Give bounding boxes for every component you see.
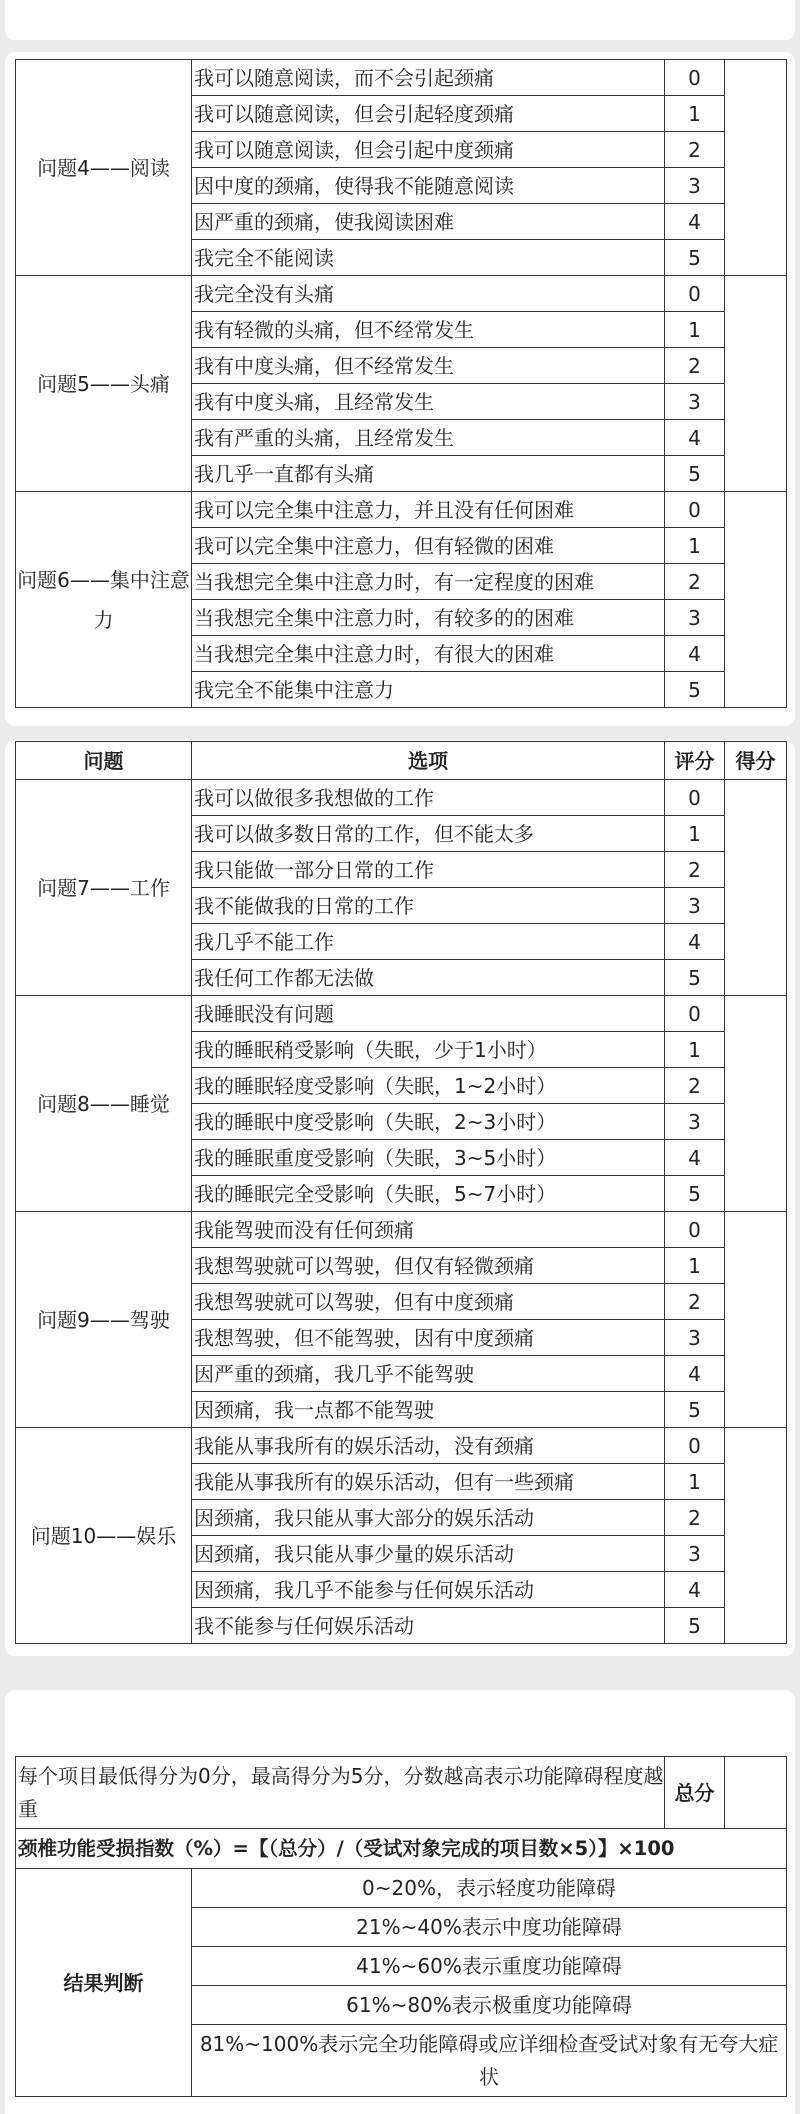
option-text: 我可以完全集中注意力，并且没有任何困难: [192, 492, 665, 528]
questionnaire-table-2: [15, 741, 787, 1644]
result-level: 21%~40%表示中度功能障碍: [192, 1908, 787, 1947]
question-label: 问题7——工作: [16, 780, 192, 996]
table-header-row: [16, 742, 787, 780]
option-text: 我想驾驶就可以驾驶，但仅有轻微颈痛: [192, 1248, 665, 1284]
option-score: 2: [665, 348, 725, 384]
option-text: 我不能做我的日常的工作: [192, 888, 665, 924]
option-score: 5: [665, 1392, 725, 1428]
option-score: 2: [665, 852, 725, 888]
result-level: 61%~80%表示极重度功能障碍: [192, 1986, 787, 2025]
option-score: 4: [665, 1356, 725, 1392]
table-row: [16, 1212, 787, 1248]
option-score: 4: [665, 636, 725, 672]
header-score: 得分: [725, 742, 787, 780]
option-text: 我可以做多数日常的工作，但不能太多: [192, 816, 665, 852]
option-text: 我可以做很多我想做的工作: [192, 780, 665, 816]
option-text: 当我想完全集中注意力时，有一定程度的困难: [192, 564, 665, 600]
option-text: 我可以随意阅读，但会引起中度颈痛: [192, 132, 665, 168]
result-level: 0~20%，表示轻度功能障碍: [192, 1869, 787, 1908]
score-entry-cell[interactable]: [725, 1428, 787, 1644]
option-score: 3: [665, 600, 725, 636]
option-score: 2: [665, 132, 725, 168]
option-score: 1: [665, 96, 725, 132]
option-score: 5: [665, 1176, 725, 1212]
option-score: 3: [665, 1536, 725, 1572]
score-entry-cell[interactable]: [725, 996, 787, 1212]
option-text: 我完全没有头痛: [192, 276, 665, 312]
score-entry-cell[interactable]: [725, 780, 787, 996]
option-score: 1: [665, 1248, 725, 1284]
option-text: 我有轻微的头痛，但不经常发生: [192, 312, 665, 348]
table-row: [16, 60, 787, 96]
question-label: 问题10——娱乐: [16, 1428, 192, 1644]
option-score: 4: [665, 204, 725, 240]
option-text: 我的睡眠中度受影响（失眠，2~3小时）: [192, 1104, 665, 1140]
option-text: 我只能做一部分日常的工作: [192, 852, 665, 888]
option-text: 因严重的颈痛，我几乎不能驾驶: [192, 1356, 665, 1392]
option-score: 4: [665, 420, 725, 456]
option-text: 我的睡眠稍受影响（失眠，少于1小时）: [192, 1032, 665, 1068]
option-score: 3: [665, 888, 725, 924]
header-rating: 评分: [665, 742, 725, 780]
question-label: 问题4——阅读: [16, 60, 192, 276]
option-text: 我的睡眠完全受影响（失眠，5~7小时）: [192, 1176, 665, 1212]
option-text: 我想驾驶就可以驾驶，但有中度颈痛: [192, 1284, 665, 1320]
table-row: [16, 780, 787, 816]
option-score: 3: [665, 384, 725, 420]
table-row: [16, 1428, 787, 1464]
option-text: 我的睡眠重度受影响（失眠，3~5小时）: [192, 1140, 665, 1176]
option-score: 2: [665, 1068, 725, 1104]
option-score: 4: [665, 1572, 725, 1608]
questionnaire-table-1: [15, 59, 787, 708]
option-text: 我能从事我所有的娱乐活动，但有一些颈痛: [192, 1464, 665, 1500]
question-label: 问题9——驾驶: [16, 1212, 192, 1428]
questions-card-1: [5, 52, 795, 726]
score-entry-cell[interactable]: [725, 1212, 787, 1428]
option-text: 当我想完全集中注意力时，有很大的困难: [192, 636, 665, 672]
option-score: 5: [665, 1608, 725, 1644]
table-row: [16, 1869, 787, 1908]
option-text: 我的睡眠轻度受影响（失眠，1~2小时）: [192, 1068, 665, 1104]
question-label: 问题5——头痛: [16, 276, 192, 492]
option-score: 1: [665, 312, 725, 348]
option-score: 5: [665, 240, 725, 276]
table-row: [16, 276, 787, 312]
option-text: 我完全不能阅读: [192, 240, 665, 276]
option-text: 因中度的颈痛，使得我不能随意阅读: [192, 168, 665, 204]
option-text: 因颈痛，我只能从事大部分的娱乐活动: [192, 1500, 665, 1536]
option-score: 0: [665, 996, 725, 1032]
option-score: 0: [665, 1212, 725, 1248]
option-score: 0: [665, 780, 725, 816]
option-score: 0: [665, 492, 725, 528]
option-text: 我可以随意阅读，而不会引起颈痛: [192, 60, 665, 96]
option-text: 我完全不能集中注意力: [192, 672, 665, 708]
option-text: 我想驾驶，但不能驾驶，因有中度颈痛: [192, 1320, 665, 1356]
option-score: 3: [665, 1320, 725, 1356]
top-card-fragment: [5, 0, 795, 40]
scoring-note: 每个项目最低得分为0分，最高得分为5分，分数越高表示功能障碍程度越重: [16, 1757, 665, 1829]
table-row: [16, 996, 787, 1032]
option-score: 5: [665, 960, 725, 996]
option-score: 3: [665, 168, 725, 204]
option-score: 5: [665, 672, 725, 708]
score-entry-cell[interactable]: [725, 60, 787, 276]
option-score: 1: [665, 1464, 725, 1500]
option-score: 2: [665, 1284, 725, 1320]
question-label: 问题6——集中注意力: [16, 492, 192, 708]
result-level: 41%~60%表示重度功能障碍: [192, 1947, 787, 1986]
option-text: 我睡眠没有问题: [192, 996, 665, 1032]
option-text: 我有中度头痛，但不经常发生: [192, 348, 665, 384]
option-text: 我可以完全集中注意力，但有轻微的困难: [192, 528, 665, 564]
scoring-table: [15, 1756, 787, 2097]
table-row: [16, 1757, 787, 1829]
total-score-label: 总分: [665, 1757, 725, 1829]
option-score: 1: [665, 1032, 725, 1068]
option-text: 我任何工作都无法做: [192, 960, 665, 996]
option-text: 因颈痛，我一点都不能驾驶: [192, 1392, 665, 1428]
option-text: 我有中度头痛，且经常发生: [192, 384, 665, 420]
option-text: 我有严重的头痛，且经常发生: [192, 420, 665, 456]
questions-card-2: [5, 740, 795, 1656]
option-text: 我不能参与任何娱乐活动: [192, 1608, 665, 1644]
option-score: 2: [665, 564, 725, 600]
result-judgment-label: 结果判断: [16, 1869, 192, 2097]
option-text: 当我想完全集中注意力时，有较多的的困难: [192, 600, 665, 636]
scoring-card: [5, 1690, 795, 2114]
question-label: 问题8——睡觉: [16, 996, 192, 1212]
option-text: 我几乎一直都有头痛: [192, 456, 665, 492]
option-score: 2: [665, 1500, 725, 1536]
option-score: 5: [665, 456, 725, 492]
option-text: 我能驾驶而没有任何颈痛: [192, 1212, 665, 1248]
table-row: [16, 1829, 787, 1869]
option-text: 我可以随意阅读，但会引起轻度颈痛: [192, 96, 665, 132]
header-option: 选项: [192, 742, 665, 780]
option-text: 我几乎不能工作: [192, 924, 665, 960]
result-level: 81%~100%表示完全功能障碍或应详细检查受试对象有无夸大症状: [192, 2025, 787, 2097]
score-entry-cell[interactable]: [725, 492, 787, 708]
option-score: 0: [665, 276, 725, 312]
index-formula: 颈椎功能受损指数（%）=【（总分）/（受试对象完成的项目数×5）】×100: [16, 1829, 787, 1869]
table-row: [16, 492, 787, 528]
option-score: 1: [665, 528, 725, 564]
option-text: 我能从事我所有的娱乐活动，没有颈痛: [192, 1428, 665, 1464]
score-entry-cell[interactable]: [725, 276, 787, 492]
option-score: 4: [665, 1140, 725, 1176]
option-text: 因颈痛，我几乎不能参与任何娱乐活动: [192, 1572, 665, 1608]
option-score: 0: [665, 1428, 725, 1464]
option-score: 4: [665, 924, 725, 960]
option-score: 3: [665, 1104, 725, 1140]
option-text: 因颈痛，我只能从事少量的娱乐活动: [192, 1536, 665, 1572]
header-question: 问题: [16, 742, 192, 780]
option-text: 因严重的颈痛，使我阅读困难: [192, 204, 665, 240]
option-score: 1: [665, 816, 725, 852]
total-score-cell[interactable]: [725, 1757, 787, 1829]
option-score: 0: [665, 60, 725, 96]
